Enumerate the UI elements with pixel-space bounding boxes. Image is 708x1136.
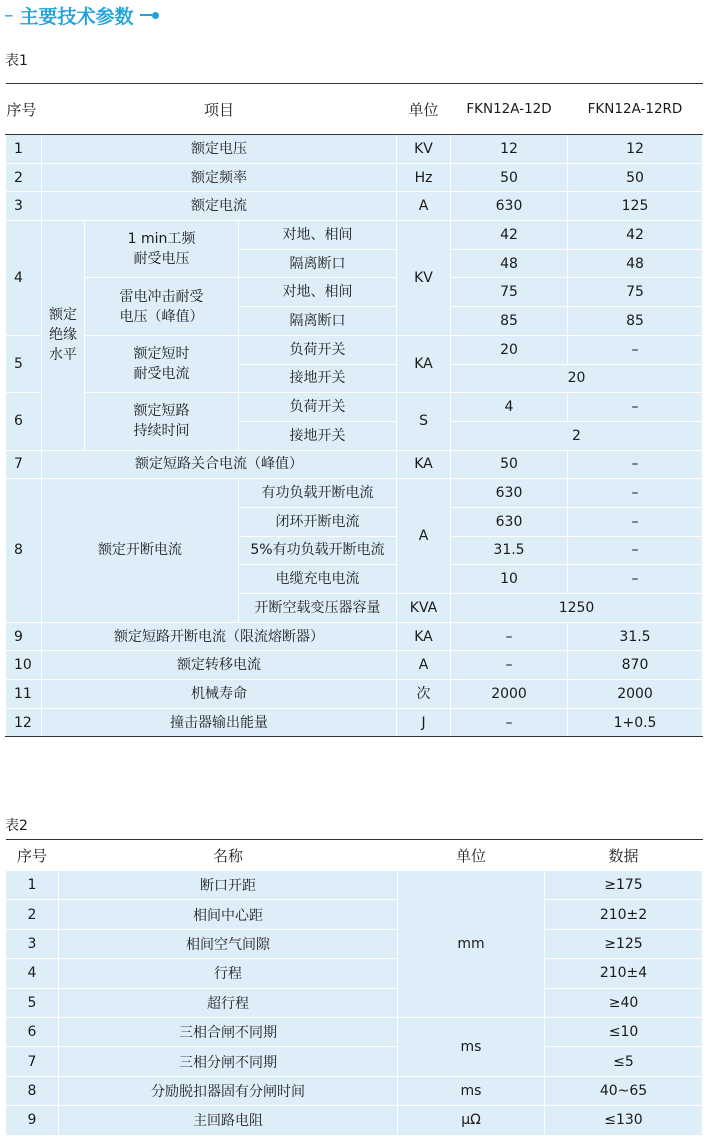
row-unit: mm xyxy=(398,871,545,1018)
table-row xyxy=(6,278,703,307)
table-row xyxy=(6,651,703,680)
row-name: 三相合闸不同期 xyxy=(59,1017,398,1046)
sub-label: 负荷开关 xyxy=(239,393,397,422)
row-value-a: 20 xyxy=(451,335,568,364)
row-item: 额定短路开断电流（限流熔断器） xyxy=(42,622,397,651)
row-unit: 次 xyxy=(397,680,451,709)
row-value-a: 630 xyxy=(451,192,568,221)
sub-label: 有功负载开断电流 xyxy=(239,479,397,508)
table-row xyxy=(6,163,703,192)
sub-label: 闭环开断电流 xyxy=(239,507,397,536)
row-value: ≤5 xyxy=(545,1047,703,1076)
sub-label: 隔离断口 xyxy=(239,307,397,336)
row-value: ≤10 xyxy=(545,1017,703,1046)
row-no: 8 xyxy=(6,1076,59,1105)
row-value: ≤130 xyxy=(545,1106,703,1135)
row-no: 3 xyxy=(6,929,59,958)
table1-header-row xyxy=(6,84,703,135)
row-unit: ms xyxy=(398,1017,545,1076)
row-no: 9 xyxy=(6,1106,59,1135)
row-value-merged: 2 xyxy=(451,421,703,450)
row-unit: Hz xyxy=(397,163,451,192)
sub-label: 隔离断口 xyxy=(239,249,397,278)
row-no: 8 xyxy=(6,479,42,622)
row-item: 额定频率 xyxy=(42,163,397,192)
spec-table-1 xyxy=(5,83,703,737)
table-row xyxy=(6,959,703,988)
row-no: 5 xyxy=(6,988,59,1017)
row-name: 分励脱扣器固有分闸时间 xyxy=(59,1076,398,1105)
row-item: 额定短路关合电流（峰值） xyxy=(42,450,397,479)
row-no: 12 xyxy=(6,708,42,737)
row-value-a: 48 xyxy=(451,249,568,278)
row-value-b: – xyxy=(568,393,703,422)
row-no: 6 xyxy=(6,1017,59,1046)
table-row xyxy=(6,479,703,508)
row-value-a: 42 xyxy=(451,221,568,250)
table-row xyxy=(6,708,703,737)
sub-label: 开断空载变压器容量 xyxy=(239,594,397,623)
row-no: 9 xyxy=(6,622,42,651)
row-unit: KA xyxy=(397,335,451,392)
row-no: 11 xyxy=(6,680,42,709)
table-row xyxy=(6,1076,703,1105)
table-row xyxy=(6,1017,703,1046)
table1-caption: 表1 xyxy=(5,53,28,69)
row-value-b: 42 xyxy=(568,221,703,250)
insulation-group-label: 额定 绝缘 水平 xyxy=(42,221,85,451)
row-no: 10 xyxy=(6,651,42,680)
row-no: 1 xyxy=(6,871,59,900)
table-row xyxy=(6,622,703,651)
row-unit: J xyxy=(397,708,451,737)
row-value-b: 870 xyxy=(568,651,703,680)
header-unit: 单位 xyxy=(398,840,545,871)
row-name: 三相分闸不同期 xyxy=(59,1047,398,1076)
row-unit: KV xyxy=(397,135,451,164)
table-row xyxy=(6,393,703,422)
row-unit: A xyxy=(397,651,451,680)
sub-label: 接地开关 xyxy=(239,421,397,450)
row-item: 额定短路 持续时间 xyxy=(85,393,239,450)
row-value: 210±4 xyxy=(545,959,703,988)
row-value-b: – xyxy=(568,450,703,479)
row-unit: ms xyxy=(398,1076,545,1105)
row-value-b: 75 xyxy=(568,278,703,307)
table2-caption: 表2 xyxy=(5,818,28,834)
heading-dot-icon xyxy=(140,12,159,19)
table-row xyxy=(6,335,703,364)
sub-label: 5%有功负载开断电流 xyxy=(239,536,397,565)
row-name: 相间中心距 xyxy=(59,900,398,929)
row-no: 6 xyxy=(6,393,42,450)
row-name: 相间空气间隙 xyxy=(59,929,398,958)
row-unit: A xyxy=(397,479,451,594)
header-model-a: FKN12A-12D xyxy=(451,84,568,135)
row-item: 额定电流 xyxy=(42,192,397,221)
power-frequency-label: 1 min工频 耐受电压 xyxy=(85,221,239,278)
row-unit: KA xyxy=(397,450,451,479)
section-heading xyxy=(4,2,159,28)
row-value-a: 50 xyxy=(451,163,568,192)
row-value-a: 630 xyxy=(451,507,568,536)
table-row xyxy=(6,900,703,929)
row-item: 额定开断电流 xyxy=(42,479,239,622)
row-value-b: 50 xyxy=(568,163,703,192)
table-row xyxy=(6,1047,703,1076)
row-value-a: 630 xyxy=(451,479,568,508)
header-item: 项目 xyxy=(42,84,397,135)
header-unit: 单位 xyxy=(397,84,451,135)
row-value-b: – xyxy=(568,479,703,508)
row-name: 超行程 xyxy=(59,988,398,1017)
row-value-a: 85 xyxy=(451,307,568,336)
row-value-merged: 1250 xyxy=(451,594,703,623)
row-value-b: 31.5 xyxy=(568,622,703,651)
row-value-a: 4 xyxy=(451,393,568,422)
row-item: 机械寿命 xyxy=(42,680,397,709)
table-row xyxy=(6,221,703,250)
table-row xyxy=(6,680,703,709)
table-row xyxy=(6,929,703,958)
row-no: 2 xyxy=(6,900,59,929)
row-unit: A xyxy=(397,192,451,221)
row-name: 主回路电阻 xyxy=(59,1106,398,1135)
row-value-a: 31.5 xyxy=(451,536,568,565)
row-value-b: – xyxy=(568,335,703,364)
row-no: 1 xyxy=(6,135,42,164)
row-item: 撞击器输出能量 xyxy=(42,708,397,737)
header-name: 名称 xyxy=(59,840,398,871)
table-row xyxy=(6,871,703,900)
row-name: 断口开距 xyxy=(59,871,398,900)
row-no: 7 xyxy=(6,1047,59,1076)
sub-label: 接地开关 xyxy=(239,364,397,393)
row-name: 行程 xyxy=(59,959,398,988)
heading-dash: – xyxy=(4,4,14,26)
row-unit: KA xyxy=(397,622,451,651)
row-no: 5 xyxy=(6,335,42,392)
row-no: 3 xyxy=(6,192,42,221)
row-value: 210±2 xyxy=(545,900,703,929)
row-value-a: 75 xyxy=(451,278,568,307)
row-value: ≥175 xyxy=(545,871,703,900)
row-value-b: – xyxy=(568,536,703,565)
sub-label: 电缆充电电流 xyxy=(239,565,397,594)
row-value-b: 1+0.5 xyxy=(568,708,703,737)
table-row xyxy=(6,135,703,164)
row-unit: KV xyxy=(397,221,451,336)
row-value-b: 2000 xyxy=(568,680,703,709)
row-value-a: 2000 xyxy=(451,680,568,709)
row-value-b: – xyxy=(568,565,703,594)
table-row xyxy=(6,450,703,479)
row-value-b: 48 xyxy=(568,249,703,278)
row-unit: KVA xyxy=(397,594,451,623)
row-no: 2 xyxy=(6,163,42,192)
row-no: 7 xyxy=(6,450,42,479)
row-value-a: 50 xyxy=(451,450,568,479)
header-model-b: FKN12A-12RD xyxy=(568,84,703,135)
row-value-a: 10 xyxy=(451,565,568,594)
row-unit: S xyxy=(397,393,451,450)
heading-title: 主要技术参数 xyxy=(19,5,134,28)
row-value-b: 12 xyxy=(568,135,703,164)
sub-label: 对地、相间 xyxy=(239,221,397,250)
row-value-b: – xyxy=(568,507,703,536)
row-value-b: 85 xyxy=(568,307,703,336)
row-value-a: – xyxy=(451,651,568,680)
row-unit: μΩ xyxy=(398,1106,545,1135)
table-row xyxy=(6,192,703,221)
header-value: 数据 xyxy=(545,840,703,871)
row-value-a: – xyxy=(451,622,568,651)
row-no: 4 xyxy=(6,221,42,336)
lightning-impulse-label: 雷电冲击耐受 电压（峰值） xyxy=(85,278,239,335)
sub-label: 负荷开关 xyxy=(239,335,397,364)
row-value-b: 125 xyxy=(568,192,703,221)
row-item: 额定转移电流 xyxy=(42,651,397,680)
row-value: ≥125 xyxy=(545,929,703,958)
row-value: ≥40 xyxy=(545,988,703,1017)
spec-table-2 xyxy=(5,839,703,1136)
header-no: 序号 xyxy=(6,840,59,871)
sub-label: 对地、相间 xyxy=(239,278,397,307)
row-value-a: – xyxy=(451,708,568,737)
row-item: 额定短时 耐受电流 xyxy=(85,335,239,392)
row-no: 4 xyxy=(6,959,59,988)
row-value-a: 12 xyxy=(451,135,568,164)
row-item: 额定电压 xyxy=(42,135,397,164)
row-value-merged: 20 xyxy=(451,364,703,393)
header-no: 序号 xyxy=(6,84,42,135)
table-row xyxy=(6,988,703,1017)
row-value: 40~65 xyxy=(545,1076,703,1105)
table2-header-row xyxy=(6,840,703,871)
